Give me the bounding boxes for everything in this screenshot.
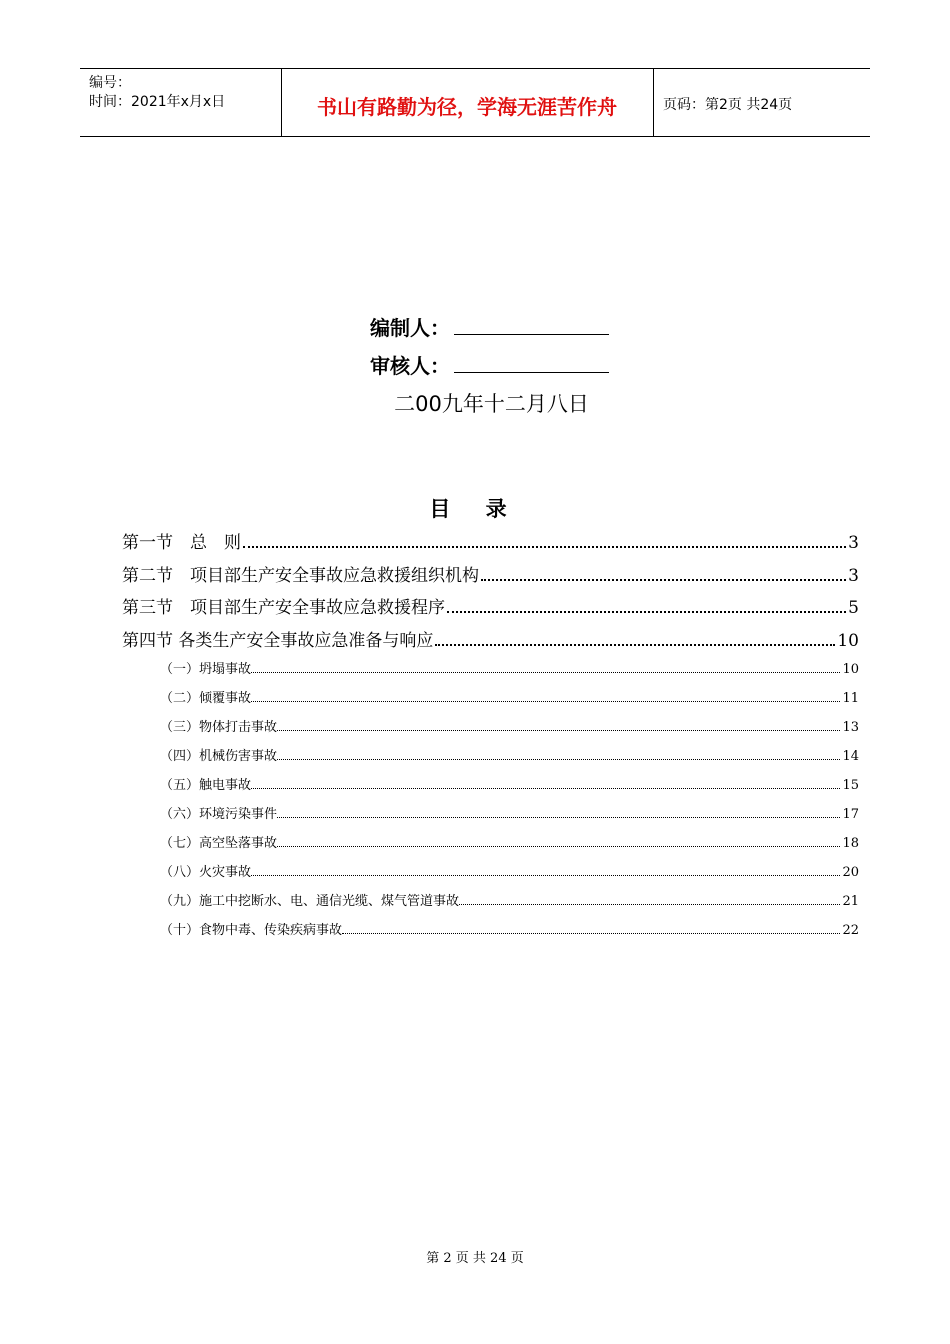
header-table xyxy=(80,68,870,137)
toc-subsection-label: （一）坍塌事故 xyxy=(160,662,252,677)
toc-subsection[interactable] xyxy=(160,658,859,677)
toc-section[interactable] xyxy=(122,593,859,618)
toc-section-label: 第四节 各类生产安全事故应急准备与响应 xyxy=(122,631,434,651)
toc-subsection-label: （十）食物中毒、传染疾病事故 xyxy=(160,923,343,938)
toc-section[interactable] xyxy=(122,528,859,553)
toc-leader xyxy=(251,787,840,789)
toc-leader xyxy=(251,671,840,673)
toc-section-page: 3 xyxy=(848,566,859,586)
toc-leader xyxy=(277,729,840,731)
toc-leader xyxy=(435,643,835,646)
toc-subsection-page: 17 xyxy=(842,807,859,822)
reviewer-label: 审核人： xyxy=(370,354,450,378)
toc-subsection-label: （三）物体打击事故 xyxy=(160,720,278,735)
toc-leader xyxy=(251,700,840,702)
header-page-cell xyxy=(654,69,870,136)
header-motto-cell xyxy=(281,69,654,136)
toc-subsection-label: （六）环境污染事件 xyxy=(160,807,278,822)
toc-section-page: 3 xyxy=(848,533,859,553)
toc-leader xyxy=(459,903,840,905)
toc-subsection-page: 14 xyxy=(842,749,859,764)
toc-subsection-page: 13 xyxy=(842,720,859,735)
toc-subsection-label: （八）火灾事故 xyxy=(160,865,252,880)
toc-subsection[interactable] xyxy=(160,832,859,851)
toc-subsection-label: （九）施工中挖断水、电、通信光缆、煤气管道事故 xyxy=(160,894,460,909)
toc-leader xyxy=(251,874,840,876)
toc-section[interactable] xyxy=(122,626,859,651)
toc-subsection-page: 20 xyxy=(842,865,859,880)
author-label: 编制人： xyxy=(370,316,450,340)
toc-subsection-label: （七）高空坠落事故 xyxy=(160,836,278,851)
toc-subsection[interactable] xyxy=(160,890,859,909)
toc-subsection-page: 11 xyxy=(842,691,859,706)
toc-subsection-page: 15 xyxy=(842,778,859,793)
toc-section-label: 第三节 项目部生产安全事故应急救援程序 xyxy=(122,598,445,618)
document-date: 二00九年十二月八日 xyxy=(394,392,589,416)
toc-subsection[interactable] xyxy=(160,803,859,822)
toc-leader xyxy=(447,610,846,613)
page-info: 页码：第2页 共24页 xyxy=(663,97,793,113)
toc-leader xyxy=(277,758,840,760)
time-label: 时间：2021年x月x日 xyxy=(89,94,226,110)
reviewer-blank xyxy=(454,354,609,373)
header-info-cell xyxy=(80,69,282,136)
toc-leader xyxy=(342,932,840,934)
toc-subsection-label: （四）机械伤害事故 xyxy=(160,749,278,764)
toc-section-label: 第二节 项目部生产安全事故应急救援组织机构 xyxy=(122,566,479,586)
motto: 书山有路勤为径，学海无涯苦作舟 xyxy=(317,95,617,119)
toc-subsection-page: 21 xyxy=(842,894,859,909)
toc-leader xyxy=(243,545,846,548)
toc-subsection-label: （二）倾覆事故 xyxy=(160,691,252,706)
page-footer: 第 2 页 共 24 页 xyxy=(426,1251,524,1266)
toc-subsection-page: 10 xyxy=(842,662,859,677)
toc-subsection[interactable] xyxy=(160,687,859,706)
toc-leader xyxy=(277,816,840,818)
toc-subsection-page: 18 xyxy=(842,836,859,851)
toc-subsection-label: （五）触电事故 xyxy=(160,778,252,793)
toc-section-page: 10 xyxy=(837,631,859,651)
toc-subsection[interactable] xyxy=(160,745,859,764)
reviewer-line xyxy=(370,350,609,379)
serial-label: 编号： xyxy=(89,75,131,91)
toc-subsection[interactable] xyxy=(160,716,859,735)
toc-section-page: 5 xyxy=(848,598,859,618)
toc-subsection[interactable] xyxy=(160,919,859,938)
author-line xyxy=(370,312,609,341)
toc-subsection[interactable] xyxy=(160,861,859,880)
toc-subsection-page: 22 xyxy=(842,923,859,938)
toc-section-label: 第一节 总 则 xyxy=(122,533,241,553)
toc-section[interactable] xyxy=(122,561,859,586)
toc-leader xyxy=(277,845,840,847)
toc-subsection[interactable] xyxy=(160,774,859,793)
toc-title: 目 录 xyxy=(429,497,521,521)
author-blank xyxy=(454,316,609,335)
toc-leader xyxy=(481,578,846,581)
